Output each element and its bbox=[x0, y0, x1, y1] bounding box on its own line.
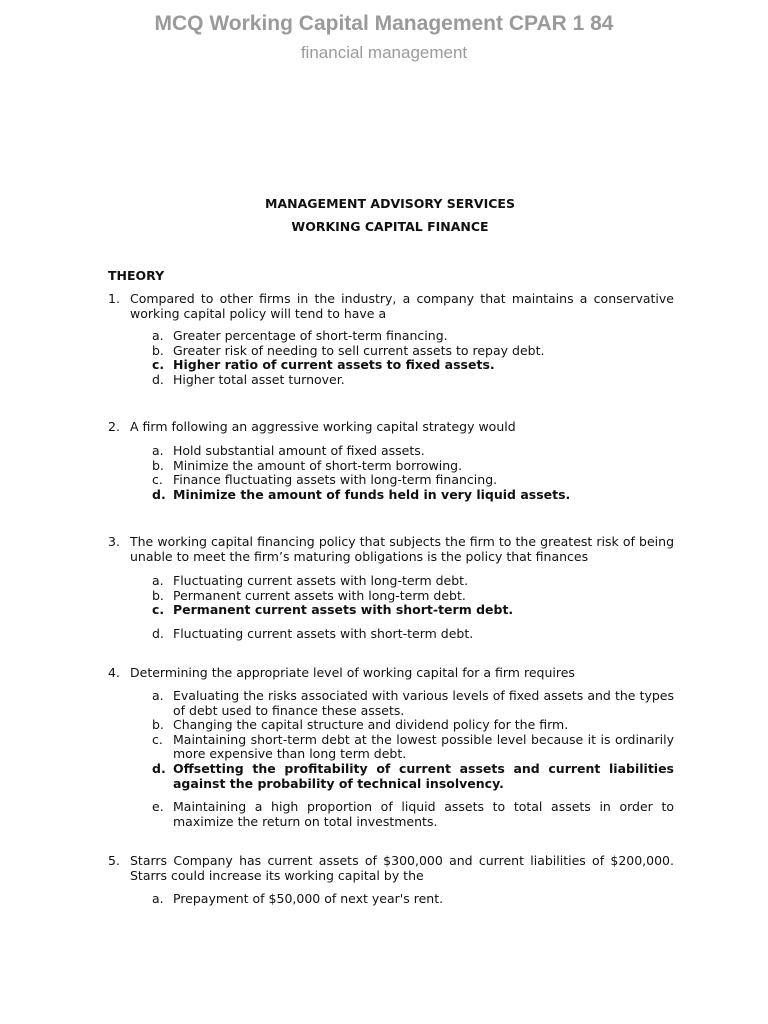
question-text: Compared to other firms in the industry, a company that maintains a conservative working capital policy will tend to have a bbox=[130, 291, 674, 321]
option-letter: b. bbox=[152, 457, 164, 473]
question-number: 3. bbox=[108, 534, 120, 549]
options-q5 bbox=[152, 892, 674, 907]
options-q2 bbox=[152, 444, 674, 502]
option-letter: a. bbox=[152, 443, 164, 458]
option-text: Fluctuating current assets with short-term debt. bbox=[173, 625, 474, 641]
option-text: Minimize the amount of funds held in very liquid assets. bbox=[173, 486, 571, 502]
option-letter: d. bbox=[152, 760, 166, 776]
option-letter: b. bbox=[152, 587, 164, 603]
option-b bbox=[152, 718, 674, 733]
option-letter: c. bbox=[152, 357, 165, 373]
option-a bbox=[152, 689, 674, 718]
option-letter: c. bbox=[152, 602, 165, 618]
question-3 bbox=[108, 535, 674, 564]
option-c bbox=[152, 473, 674, 488]
option-c-answer bbox=[152, 603, 674, 618]
option-letter: d. bbox=[152, 486, 166, 502]
option-text: Permanent current assets with short-term debt. bbox=[173, 602, 514, 618]
option-letter: c. bbox=[152, 472, 163, 488]
question-1 bbox=[108, 292, 674, 321]
question-number: 1. bbox=[108, 291, 120, 306]
option-letter: d. bbox=[152, 625, 164, 641]
option-text: Higher ratio of current assets to fixed assets. bbox=[173, 357, 495, 373]
option-text: Permanent current assets with long-term debt. bbox=[173, 587, 466, 603]
option-b bbox=[152, 459, 674, 474]
option-text: Offsetting the profitability of current assets and current liabilities against the probability of technical insolvency. bbox=[173, 760, 674, 791]
option-a bbox=[152, 329, 674, 344]
option-c-answer bbox=[152, 358, 674, 373]
option-d bbox=[152, 373, 674, 388]
option-d-answer bbox=[152, 488, 674, 503]
question-text: Starrs Company has current assets of $300,000 and current liabilities of $200,000. Starrs could increase its working capital by the bbox=[130, 853, 674, 883]
options-q4 bbox=[152, 689, 674, 829]
option-a bbox=[152, 892, 674, 907]
option-text: Minimize the amount of short-term borrowing. bbox=[173, 457, 463, 473]
option-letter: a. bbox=[152, 573, 164, 588]
option-letter: b. bbox=[152, 717, 164, 733]
question-number: 2. bbox=[108, 419, 120, 434]
option-text: Greater percentage of short-term financing. bbox=[173, 328, 448, 343]
document-subtitle: financial management bbox=[300, 43, 468, 62]
option-letter: a. bbox=[152, 891, 164, 906]
option-letter: a. bbox=[152, 328, 164, 343]
section-theory: THEORY bbox=[108, 268, 165, 283]
option-text: Hold substantial amount of fixed assets. bbox=[173, 443, 425, 458]
option-c bbox=[152, 733, 674, 762]
question-text: A firm following an aggressive working capital strategy would bbox=[130, 419, 516, 434]
question-text: Determining the appropriate level of working capital for a firm requires bbox=[130, 665, 575, 680]
option-b bbox=[152, 589, 674, 604]
option-a bbox=[152, 444, 674, 459]
option-b bbox=[152, 344, 674, 359]
option-e bbox=[152, 800, 674, 829]
option-text: Fluctuating current assets with long-term debt. bbox=[173, 573, 469, 588]
question-number: 4. bbox=[108, 665, 120, 680]
options-q3 bbox=[152, 574, 674, 641]
document-title: MCQ Working Capital Management CPAR 1 84 bbox=[154, 12, 614, 35]
option-text: Evaluating the risks associated with various levels of fixed assets and the types of debt used to finance these assets. bbox=[173, 688, 674, 718]
option-text: Greater risk of needing to sell current assets to repay debt. bbox=[173, 342, 545, 358]
option-letter: d. bbox=[152, 371, 164, 387]
option-text: Prepayment of $50,000 of next year's rent. bbox=[173, 891, 444, 906]
question-text: The working capital financing policy that subjects the firm to the greatest risk of being unable to meet the firm’s maturing obligations is the policy that finances bbox=[130, 534, 674, 564]
question-4 bbox=[108, 666, 674, 681]
option-text: Maintaining a high proportion of liquid assets to total assets in order to maximize the return on total investments. bbox=[173, 799, 674, 829]
heading-management-advisory: MANAGEMENT ADVISORY SERVICES bbox=[265, 196, 515, 211]
option-text: Changing the capital structure and dividend policy for the firm. bbox=[173, 717, 569, 733]
option-text: Higher total asset turnover. bbox=[173, 371, 345, 387]
option-letter: b. bbox=[152, 342, 164, 358]
option-text: Finance fluctuating assets with long-term financing. bbox=[173, 472, 498, 488]
option-letter: e. bbox=[152, 799, 164, 815]
option-letter: c. bbox=[152, 731, 163, 747]
option-d-answer bbox=[152, 762, 674, 791]
question-5 bbox=[108, 854, 674, 883]
option-text: Maintaining short-term debt at the lowest possible level because it is ordinarily more expensive than long term debt. bbox=[173, 731, 674, 762]
option-a bbox=[152, 574, 674, 589]
option-letter: a. bbox=[152, 688, 164, 703]
heading-working-capital: WORKING CAPITAL FINANCE bbox=[291, 219, 489, 234]
option-d bbox=[152, 627, 674, 642]
question-number: 5. bbox=[108, 853, 120, 868]
question-2 bbox=[108, 420, 674, 435]
options-q1 bbox=[152, 329, 674, 387]
